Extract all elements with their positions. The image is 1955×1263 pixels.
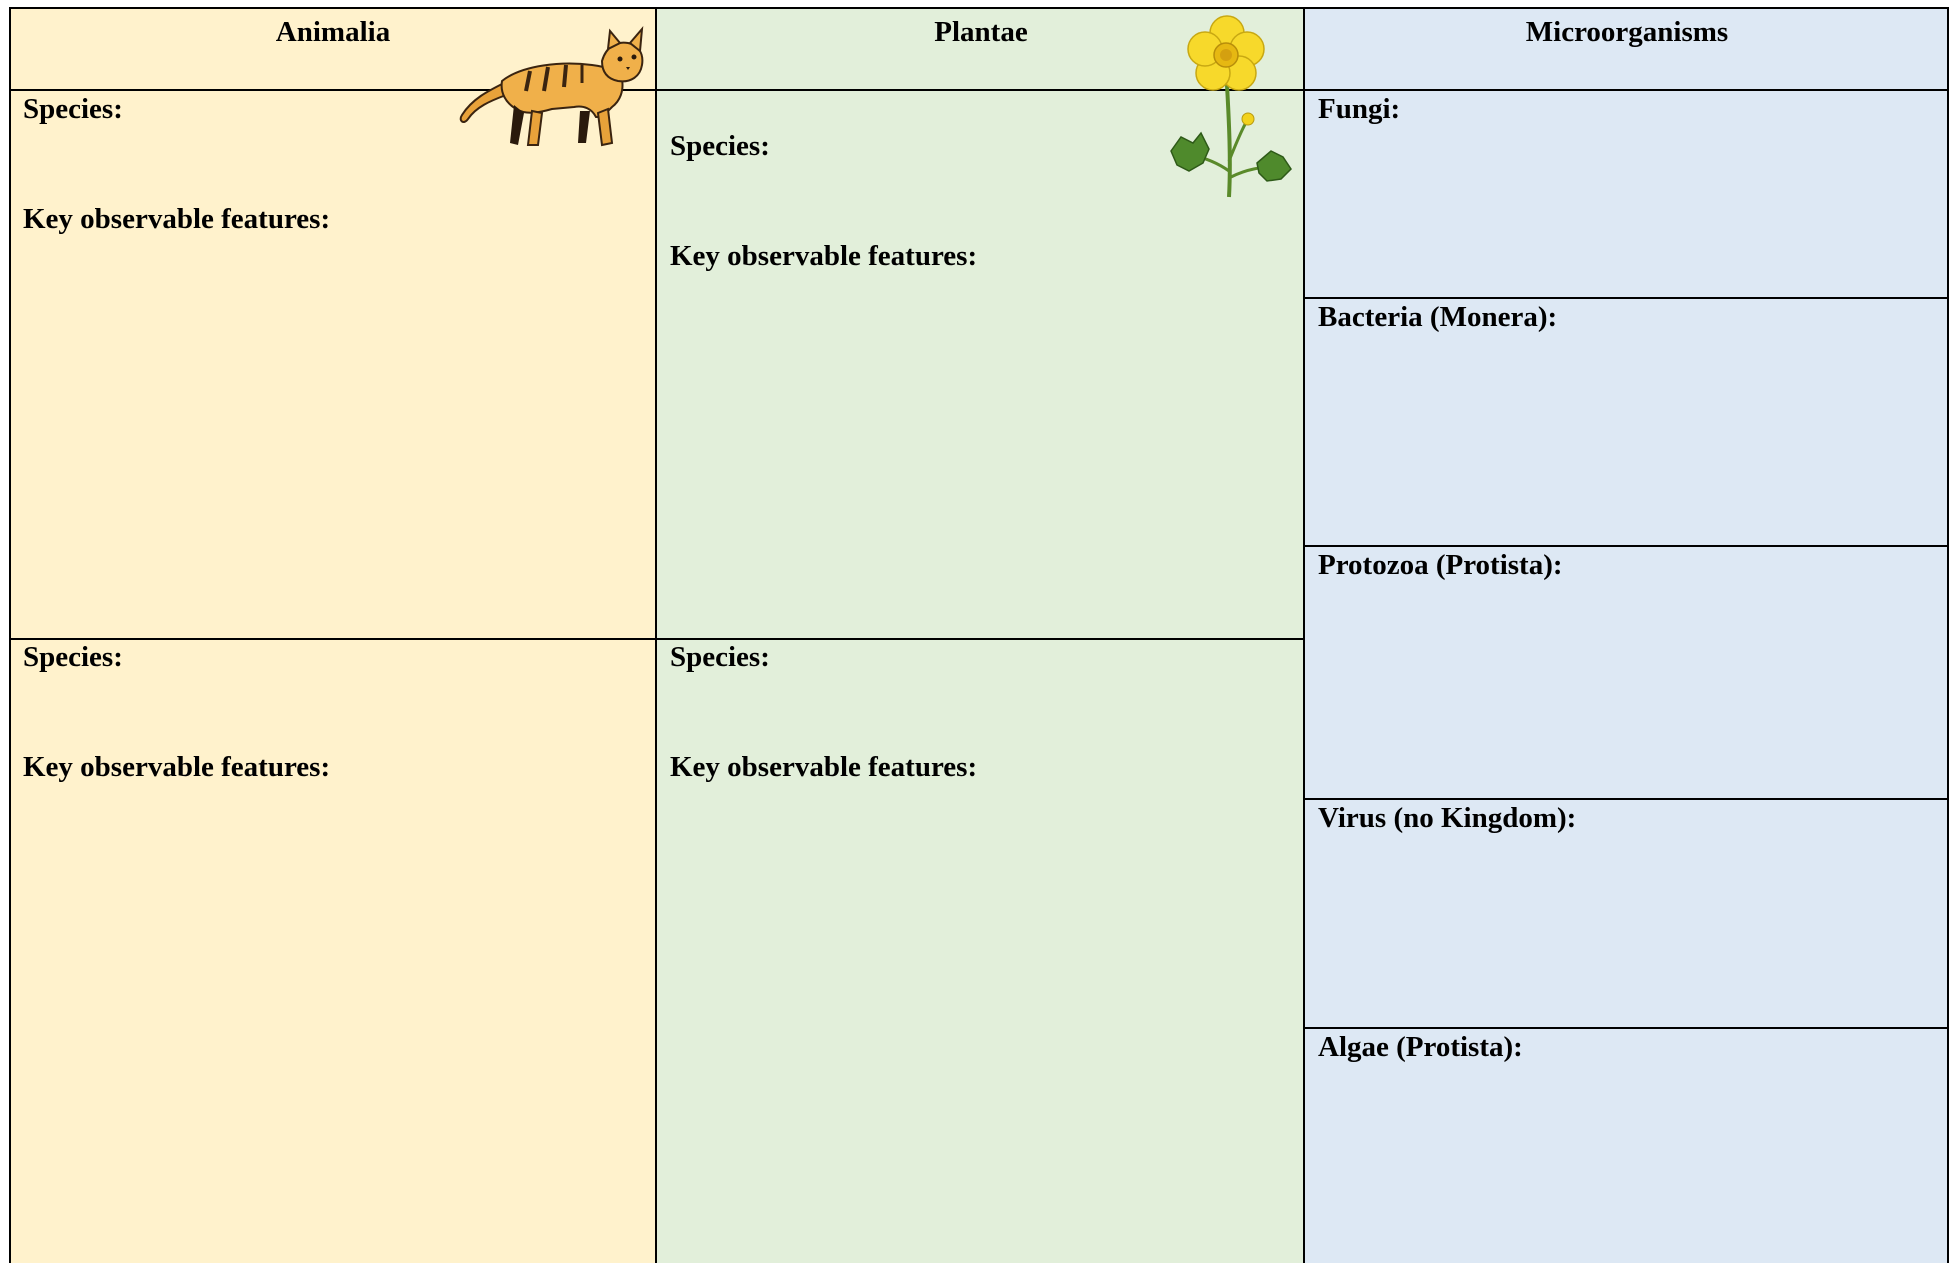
bacteria-label: Bacteria (Monera): [1318, 301, 1558, 333]
animalia-species-label-1: Species: [23, 93, 123, 125]
plantae-species-label-1: Species: [670, 130, 770, 162]
animalia-features-label-2: Key observable features: [23, 751, 331, 783]
animalia-species-label-2: Species: [23, 641, 123, 673]
algae-label: Algae (Protista): [1318, 1031, 1523, 1063]
micro-divider-1 [1305, 297, 1949, 299]
header-divider [9, 89, 1949, 91]
row-divider [9, 638, 1305, 640]
microorganisms-title: Microorganisms [1525, 16, 1729, 48]
animalia-features-label-1: Key observable features: [23, 203, 331, 235]
animalia-column [9, 7, 657, 1263]
protozoa-label: Protozoa (Protista): [1318, 549, 1563, 581]
micro-divider-2 [1305, 545, 1949, 547]
microorganisms-header [1305, 7, 1949, 91]
flower-icon [1167, 11, 1297, 201]
classification-table [9, 7, 1949, 1263]
microorganisms-column [1305, 7, 1949, 1263]
micro-divider-4 [1305, 1027, 1949, 1029]
plantae-title: Plantae [934, 16, 1028, 48]
micro-divider-3 [1305, 798, 1949, 800]
plantae-features-label-2: Key observable features: [670, 751, 978, 783]
virus-label: Virus (no Kingdom): [1318, 802, 1577, 834]
plantae-species-label-2: Species: [670, 641, 770, 673]
animalia-title: Animalia [275, 16, 391, 48]
cat-icon [452, 21, 652, 151]
fungi-label: Fungi: [1318, 93, 1401, 125]
plantae-features-label-1: Key observable features: [670, 240, 978, 272]
